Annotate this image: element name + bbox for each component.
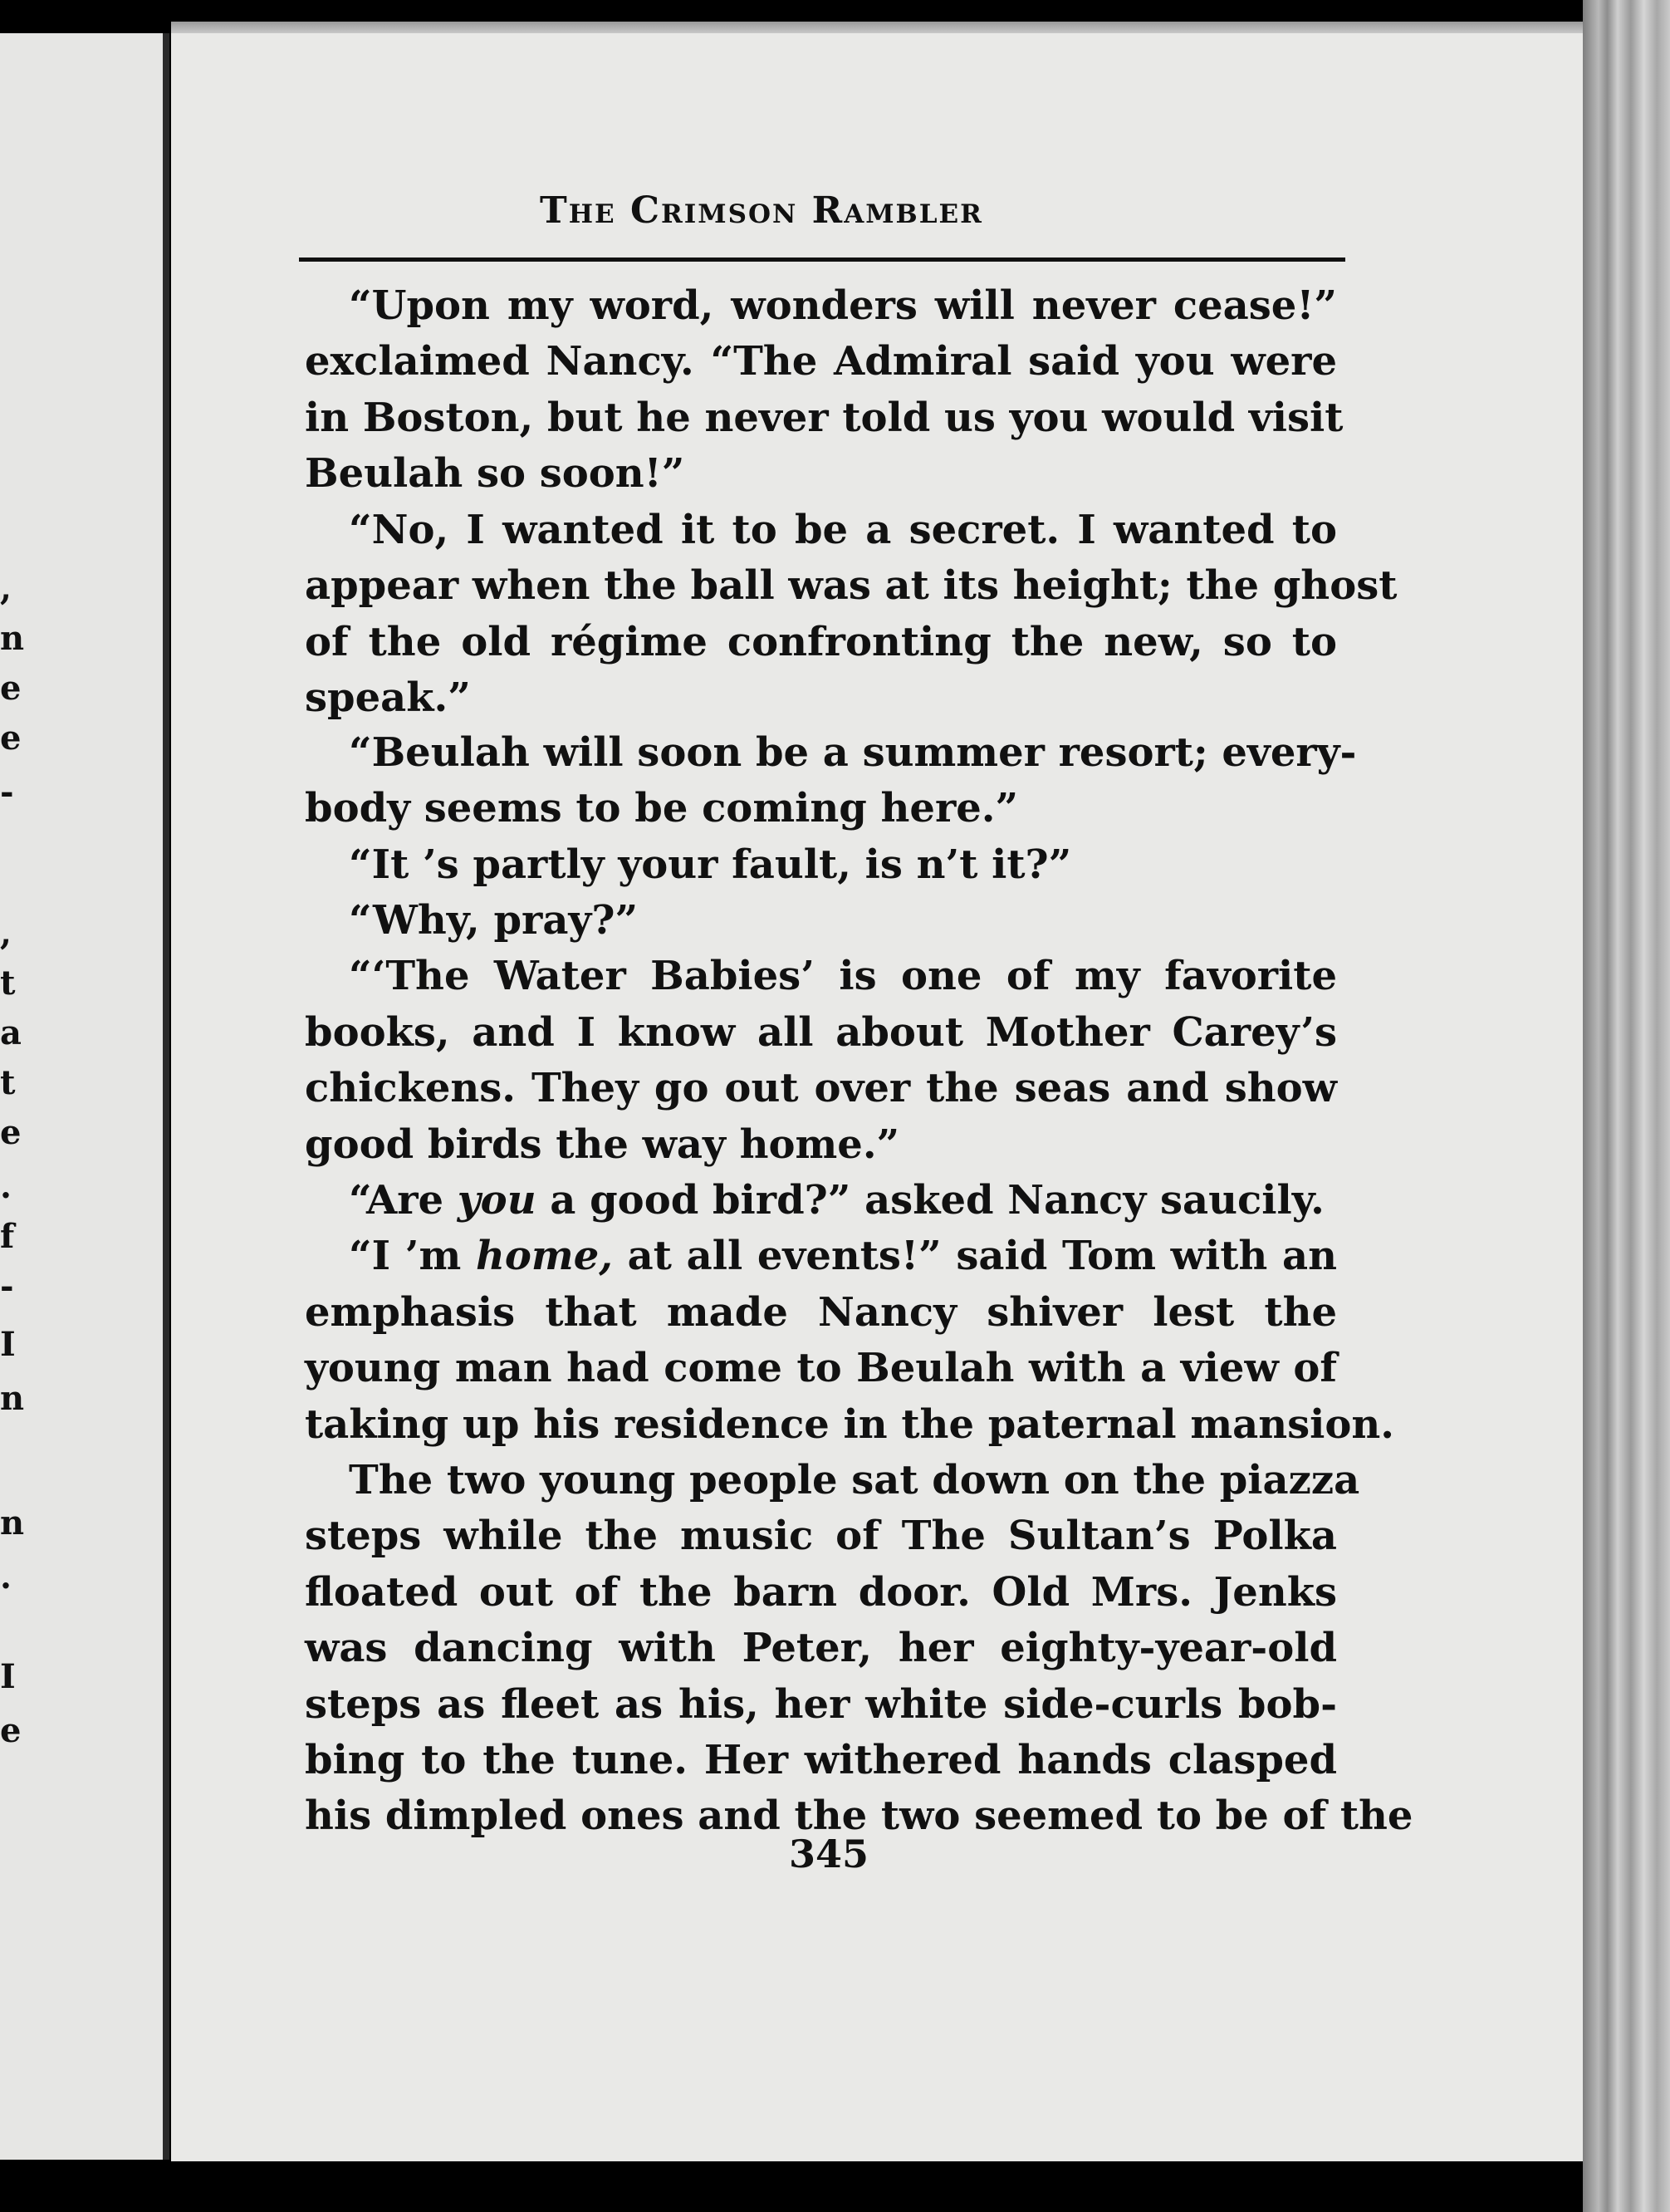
facing-page-char: , (0, 914, 12, 953)
facing-page-char: e (0, 1711, 22, 1750)
text-run: a good bird?” asked Nancy saucily. (536, 1177, 1325, 1224)
italic-emphasis: home, (475, 1233, 613, 1279)
facing-page-char: I (0, 1657, 16, 1696)
facing-page-char: . (0, 1557, 12, 1596)
text-line: exclaimed Nancy. “The Admiral said you were (305, 338, 1337, 385)
facing-page-char: e (0, 1113, 22, 1152)
facing-page-char: I (0, 1325, 16, 1364)
text-line: Beulah so soon!” (305, 450, 685, 497)
facing-page-char: a (0, 1013, 22, 1052)
text-line: “Upon my word, wonders will never cease!” (349, 282, 1337, 329)
text-line: his dimpled ones and the two seemed to be of the (305, 1793, 1413, 1839)
text-line: of the old régime confronting the new, so to (305, 619, 1337, 665)
text-line (349, 1233, 1337, 1279)
facing-page-char: e (0, 719, 22, 758)
text-line: floated out of the barn door. Old Mrs. Jenks (305, 1569, 1337, 1616)
text-line: taking up his residence in the paternal mansion. (305, 1401, 1394, 1448)
text-line: “No, I wanted it to be a secret. I wanted to (349, 507, 1337, 553)
page-fore-edge (1583, 0, 1670, 2212)
facing-page-char: - (0, 772, 14, 812)
text-line: steps as fleet as his, her white side-curls bob- (305, 1681, 1337, 1728)
text-line: steps while the music of The Sultan’s Polka (305, 1513, 1337, 1559)
facing-page-char: n (0, 619, 25, 658)
facing-page-fragment (0, 33, 166, 2160)
facing-page-char: t (0, 1063, 16, 1102)
text-line: was dancing with Peter, her eighty-year-old (305, 1625, 1337, 1671)
text-line: good birds the way home.” (305, 1121, 900, 1168)
head-rule (299, 257, 1345, 262)
facing-page-char: , (0, 569, 12, 608)
text-line: chickens. They go out over the seas and show (305, 1065, 1337, 1111)
text-line: “It ’s partly your fault, is n’t it?” (349, 841, 1072, 888)
facing-page-char: f (0, 1217, 15, 1256)
text-line: in Boston, but he never told us you would visit (305, 395, 1344, 441)
text-line: “Beulah will soon be a summer resort; every- (349, 729, 1357, 776)
text-line: young man had come to Beulah with a view of (305, 1345, 1337, 1391)
text-line: books, and I know all about Mother Carey’s (305, 1009, 1337, 1056)
facing-page-char: e (0, 669, 22, 708)
gutter-shadow (163, 33, 169, 2160)
text-line: speak.” (305, 674, 471, 721)
facing-page-char: . (0, 1167, 12, 1206)
text-line: appear when the ball was at its height; the ghost (305, 562, 1398, 609)
running-head: The Crimson Rambler (540, 189, 983, 232)
page-number: 345 (789, 1832, 869, 1876)
text-run: at all events!” said Tom with an (612, 1233, 1338, 1279)
facing-page-char: - (0, 1267, 14, 1306)
text-line: bing to the tune. Her withered hands clasped (305, 1737, 1337, 1783)
text-line: The two young people sat down on the piazza (349, 1457, 1360, 1503)
italic-emphasis: you (457, 1177, 536, 1224)
text-line: body seems to be coming here.” (305, 785, 1019, 831)
text-run: “Are (349, 1177, 458, 1224)
facing-page-char: n (0, 1503, 25, 1543)
text-line (349, 1177, 1337, 1224)
text-line: “Why, pray?” (349, 897, 639, 944)
text-line: “‘The Water Babies’ is one of my favorite (349, 953, 1337, 999)
text-run: “I ’m (349, 1233, 476, 1279)
facing-page-char: t (0, 964, 16, 1003)
facing-page-char: n (0, 1379, 25, 1418)
text-line: emphasis that made Nancy shiver lest the (305, 1289, 1337, 1336)
